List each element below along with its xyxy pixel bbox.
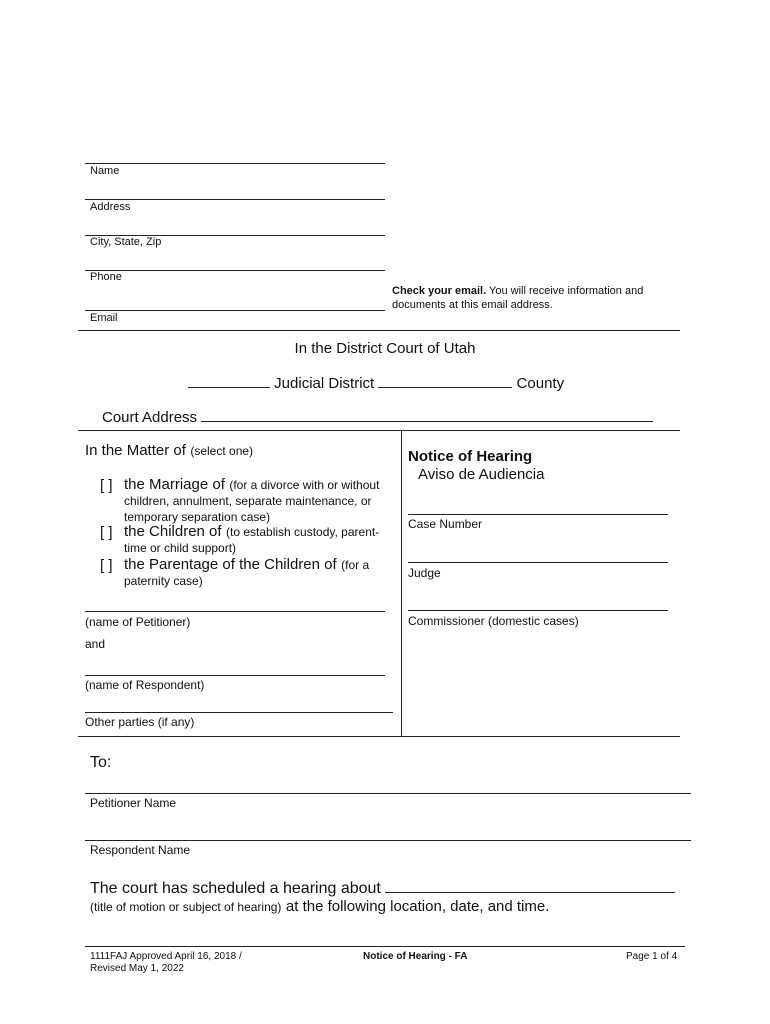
parentage-note: (for a paternity case): [124, 558, 370, 588]
county-field[interactable]: [378, 373, 512, 388]
email-line[interactable]: [85, 310, 385, 311]
caption-top-line: [78, 430, 680, 431]
hearing-location-row: [90, 898, 549, 916]
hearing-location-text: at the following location, date, and time.: [285, 898, 550, 915]
option-parentage[interactable]: [100, 557, 395, 589]
matter-heading-note: (select one): [190, 444, 254, 458]
marriage-note: (for a divorce with or without children, annulment, separate maintenance, or temporary separation case): [124, 478, 380, 524]
district-county-row: [188, 373, 564, 392]
respondent-name-line[interactable]: [85, 840, 691, 841]
footer-line: [85, 946, 685, 947]
notice-subtitle: Aviso de Audiencia: [418, 466, 545, 483]
other-parties-line[interactable]: [85, 712, 393, 713]
commissioner-label: Commissioner (domestic cases): [408, 614, 579, 628]
judge-line[interactable]: [408, 562, 668, 563]
footer-approved: 1111FAJ Approved April 16, 2018 /: [90, 951, 242, 962]
respondent-label: (name of Respondent): [85, 678, 205, 692]
footer-doc-title: Notice of Hearing - FA: [363, 951, 468, 962]
and-label: and: [85, 637, 106, 651]
hearing-about-row: [90, 878, 675, 898]
name-label: Name: [90, 165, 120, 177]
parentage-checkbox[interactable]: [ ]: [100, 557, 113, 574]
court-address-label: Court Address: [102, 409, 198, 426]
judge-label: Judge: [408, 566, 441, 580]
other-parties-label: Other parties (if any): [85, 715, 195, 729]
phone-label: Phone: [90, 271, 122, 283]
children-checkbox[interactable]: [ ]: [100, 524, 113, 541]
court-address-field[interactable]: [201, 407, 653, 422]
parentage-label: the Parentage of the Children of: [124, 556, 337, 573]
marriage-checkbox[interactable]: [ ]: [100, 477, 113, 494]
court-title: In the District Court of Utah: [294, 340, 476, 357]
county-label: County: [516, 375, 565, 392]
judicial-district-label: Judicial District: [274, 375, 375, 392]
option-marriage[interactable]: [100, 477, 395, 525]
matter-heading: [85, 442, 253, 460]
address-line[interactable]: [85, 199, 385, 200]
email-note: [392, 284, 672, 312]
email-note-text: You will receive information and documents at this email address.: [392, 285, 644, 311]
header-divider: [78, 330, 680, 331]
case-number-label: Case Number: [408, 517, 483, 531]
judicial-district-field[interactable]: [188, 373, 270, 388]
court-address-row: [102, 407, 653, 426]
caption-bottom-line: [78, 736, 680, 737]
phone-line[interactable]: [85, 270, 385, 271]
marriage-label: the Marriage of: [124, 476, 225, 493]
email-note-bold: Check your email.: [392, 285, 487, 297]
petitioner-line[interactable]: [85, 611, 385, 612]
respondent-line[interactable]: [85, 675, 385, 676]
matter-heading-text: In the Matter of: [85, 442, 186, 459]
hearing-subject-field[interactable]: [385, 878, 675, 893]
children-note: (to establish custody, parent-time or child support): [124, 525, 380, 555]
notice-title: Notice of Hearing: [408, 448, 533, 465]
respondent-name-label: Respondent Name: [90, 843, 191, 857]
commissioner-line[interactable]: [408, 610, 668, 611]
email-label: Email: [90, 312, 118, 324]
petitioner-name-line[interactable]: [85, 793, 691, 794]
case-number-line[interactable]: [408, 514, 668, 515]
to-label: To:: [90, 754, 112, 771]
footer-revised: Revised May 1, 2022: [90, 963, 184, 974]
address-label: Address: [90, 201, 131, 213]
petitioner-label: (name of Petitioner): [85, 615, 191, 629]
city-state-zip-label: City, State, Zip: [90, 236, 162, 248]
name-line[interactable]: [85, 163, 385, 164]
petitioner-name-label: Petitioner Name: [90, 796, 177, 810]
caption-divider: [401, 430, 402, 736]
hearing-subject-note: (title of motion or subject of hearing): [90, 900, 282, 914]
footer-page: Page 1 of 4: [626, 951, 678, 962]
children-label: the Children of: [124, 523, 222, 540]
option-children[interactable]: [100, 524, 395, 556]
hearing-about-text: The court has scheduled a hearing about: [90, 880, 381, 897]
footer-form-id: [90, 951, 242, 975]
